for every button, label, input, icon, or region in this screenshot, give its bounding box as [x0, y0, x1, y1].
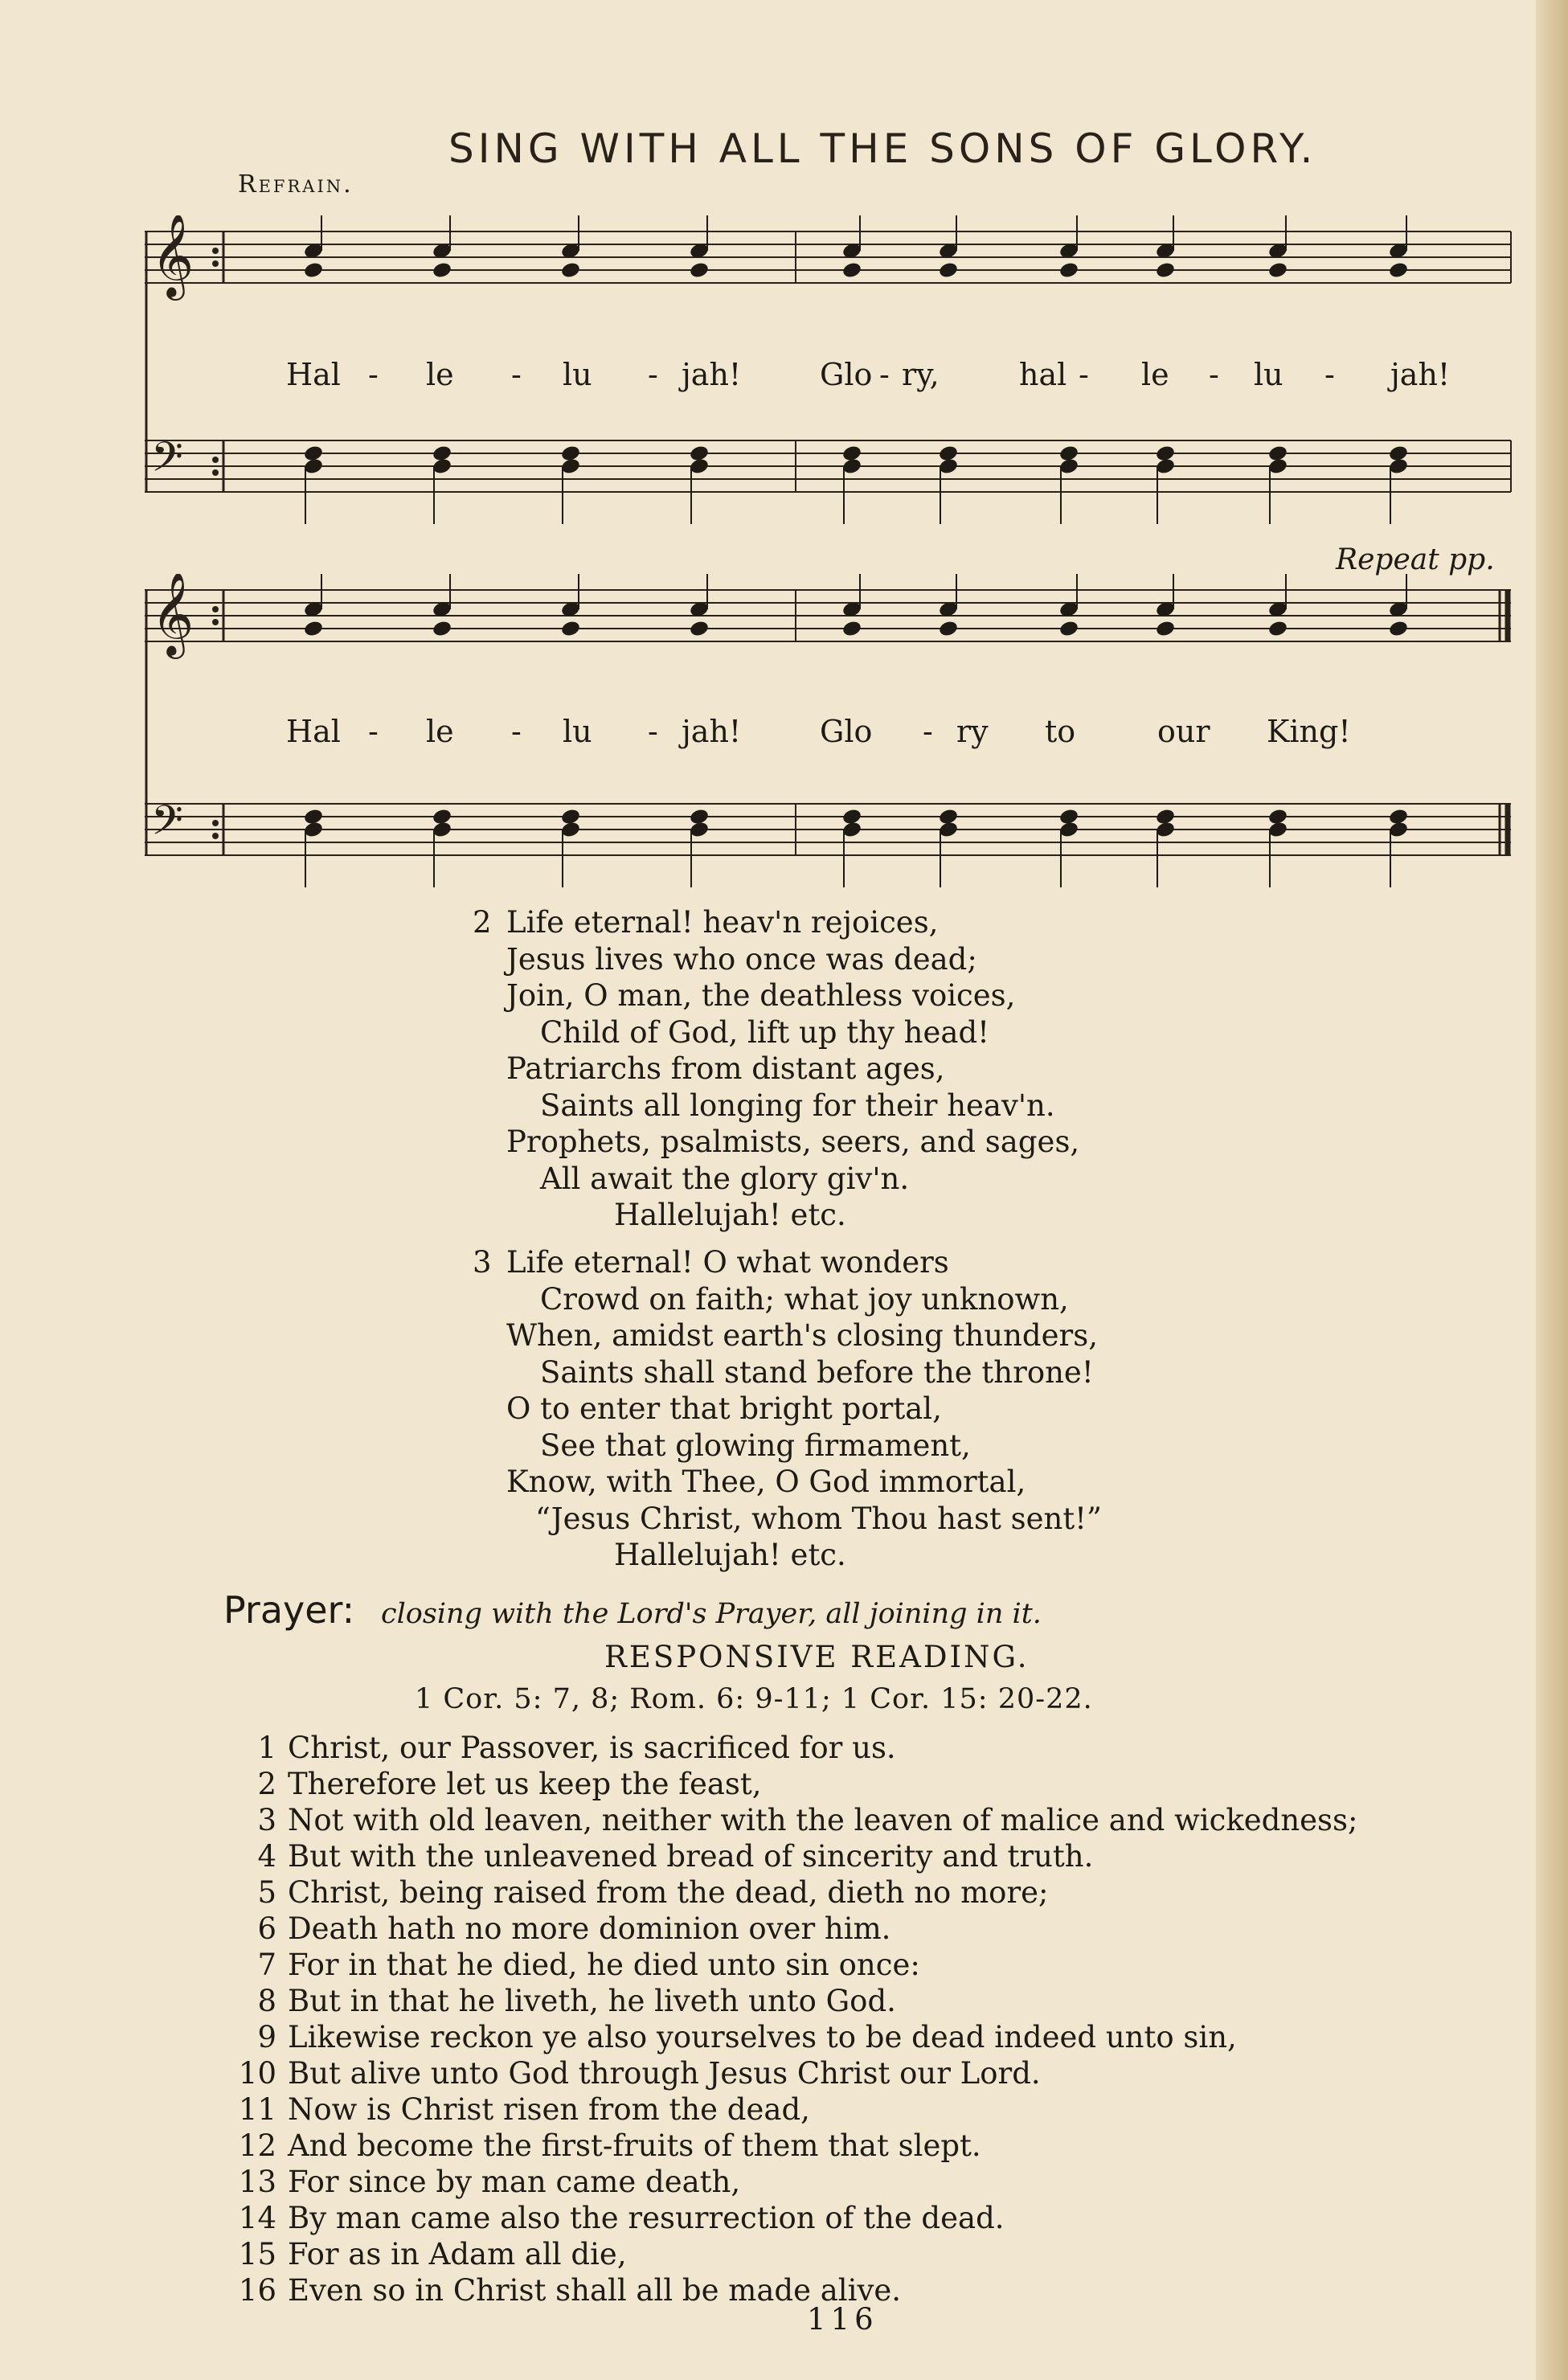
lyric-hyphen: -: [368, 714, 379, 749]
lyric-syllable: ry,: [902, 357, 940, 392]
note-head: [303, 261, 324, 280]
lyric-hyphen: -: [648, 357, 658, 392]
reading-line-text: Even so in Christ shall all be made alive.: [288, 2273, 902, 2308]
verse-line: When, amidst earth's closing thunders,: [506, 1318, 1098, 1353]
reading-line-text: Christ, our Passover, is sacrificed for us.: [288, 1731, 896, 1765]
verse-line: Saints all longing for their heav'n.: [540, 1088, 1055, 1123]
verse-line: Jesus lives who once was dead;: [506, 941, 977, 977]
note-head: [1267, 261, 1288, 280]
note-head: [689, 261, 710, 280]
lyric-syllable: Hal: [286, 714, 341, 749]
verse-line: 3 Life eternal! O what wonders: [473, 1245, 949, 1280]
verse-refrain-line: Hallelujah! etc.: [614, 1198, 846, 1232]
lyric-syllable: ry: [956, 714, 989, 749]
reading-line-text: Now is Christ risen from the dead,: [288, 2092, 810, 2127]
reading-line-number: 13: [238, 2165, 276, 2199]
reading-line-text: Likewise reckon ye also yourselves to be dead indeed unto sin,: [288, 2020, 1237, 2054]
repeat-dot: [212, 833, 219, 839]
reading-line-text: But with the unleavened bread of sincerity and truth.: [288, 1839, 1094, 1874]
reading-line: [223, 2128, 1358, 2164]
lyric-syllable: King!: [1267, 714, 1351, 749]
lyric-hyphen: -: [511, 357, 522, 392]
reading-line: [223, 2055, 1358, 2091]
reading-line-number: 4: [257, 1839, 276, 1874]
lyric-syllable: hal: [1019, 357, 1067, 392]
reading-line: [223, 1838, 1358, 1874]
lyric-syllable: jah!: [1390, 357, 1451, 392]
reading-line: [223, 2272, 1358, 2308]
repeat-dot: [212, 260, 219, 267]
verse-line: Prophets, psalmists, seers, and sages,: [506, 1124, 1080, 1159]
reading-line-text: By man came also the resurrection of the dead.: [288, 2201, 1005, 2235]
reading-line-number: 5: [257, 1875, 276, 1910]
lyric-syllable: Hal: [286, 357, 341, 392]
lyric-syllable: lu: [563, 357, 592, 392]
verse-line: “Jesus Christ, whom Thou hast sent!”: [535, 1501, 1102, 1536]
verse-line: O to enter that bright portal,: [506, 1391, 942, 1426]
lyric-syllable: jah!: [682, 714, 742, 749]
lyric-hyphen: -: [368, 357, 379, 392]
verse-number: 2: [473, 905, 492, 940]
reading-line-number: 8: [257, 1984, 276, 2018]
note-head: [432, 620, 452, 638]
lyric-syllable: to: [1045, 714, 1076, 749]
reading-line-text: For as in Adam all die,: [288, 2237, 627, 2271]
reading-line-number: 3: [257, 1803, 276, 1837]
scripture-reference: 1 Cor. 5: 7, 8; Rom. 6: 9-11; 1 Cor. 15: 20-22.: [415, 1683, 1093, 1715]
reading-line-text: Therefore let us keep the feast,: [288, 1767, 762, 1801]
note-head: [303, 620, 324, 638]
note-head: [841, 620, 862, 638]
reading-line: [223, 2091, 1358, 2128]
note-head: [432, 261, 452, 280]
lyric-syllable: le: [426, 357, 454, 392]
note-head: [1267, 620, 1288, 638]
reading-line: [223, 1766, 1358, 1802]
repeat-dot: [212, 469, 219, 476]
repeat-dot: [212, 820, 219, 826]
reading-line: [223, 1983, 1358, 2019]
reading-line-number: 11: [238, 2092, 276, 2127]
reading-line-text: Death hath no more dominion over him.: [288, 1911, 891, 1946]
reading-line-text: But alive unto God through Jesus Christ our Lord.: [288, 2056, 1041, 2091]
reading-line-text: And become the first-fruits of them that slept.: [288, 2128, 981, 2163]
reading-line: [223, 1947, 1358, 1983]
repeat-dot: [212, 248, 219, 254]
note-head: [689, 620, 710, 638]
page-edge: [1536, 0, 1568, 2380]
reading-line-number: 9: [257, 2020, 276, 2054]
verse-line: Join, O man, the deathless voices,: [506, 978, 1016, 1013]
reading-line-text: Not with old leaven, neither with the leaven of malice and wickedness;: [288, 1803, 1358, 1837]
verse-2: [473, 904, 1079, 1234]
reading-line-number: 12: [238, 2128, 276, 2163]
lyric-syllable: lu: [563, 714, 592, 749]
reading-line-number: 1: [257, 1731, 276, 1765]
lyric-hyphen: -: [1079, 357, 1089, 392]
reading-line: [223, 2200, 1358, 2236]
reading-line: [223, 2164, 1358, 2200]
lyric-syllable: le: [1141, 357, 1169, 392]
repeat-label: Repeat pp.: [1336, 543, 1495, 576]
prayer-label: Prayer:: [223, 1588, 355, 1632]
responsive-reading-list: [223, 1730, 1358, 2308]
prayer-instruction: closing with the Lord's Prayer, all joining in it.: [381, 1598, 1042, 1630]
note-head: [841, 261, 862, 280]
verse-number: 3: [473, 1245, 492, 1280]
note-head: [938, 261, 959, 280]
reading-line-number: 7: [257, 1948, 276, 1982]
hymn-title: SING WITH ALL THE SONS OF GLORY.: [448, 125, 1317, 172]
verse-3: [473, 1244, 1102, 1574]
reading-line-text: For in that he died, he died unto sin once:: [288, 1948, 920, 1982]
reading-line-number: 10: [238, 2056, 276, 2091]
reading-line: [223, 1911, 1358, 1947]
verse-line: Know, with Thee, O God immortal,: [506, 1464, 1026, 1499]
lyric-syllable: jah!: [682, 357, 742, 392]
repeat-dot: [212, 606, 219, 612]
note-head: [1058, 261, 1079, 280]
lyric-hyphen: -: [879, 357, 890, 392]
reading-line-number: 14: [238, 2201, 276, 2235]
reading-line-text: For since by man came death,: [288, 2165, 741, 2199]
reading-line-number: 15: [238, 2237, 276, 2271]
reading-line: [223, 1802, 1358, 1838]
reading-line-text: But in that he liveth, he liveth unto God.: [288, 1984, 896, 2018]
reading-line: [223, 2236, 1358, 2272]
refrain-label: Refrain.: [238, 170, 354, 199]
note-head: [1388, 261, 1409, 280]
responsive-reading-heading: RESPONSIVE READING.: [604, 1640, 1030, 1674]
note-head: [1155, 620, 1176, 638]
bass-clef-icon: 𝄢: [151, 432, 183, 491]
treble-clef-icon: 𝄞: [151, 215, 194, 297]
note-head: [938, 620, 959, 638]
note-head: [560, 620, 581, 638]
reading-line: [223, 2019, 1358, 2055]
reading-line-number: 6: [257, 1911, 276, 1946]
reading-line: [223, 1730, 1358, 1766]
verse-line: All await the glory giv'n.: [540, 1161, 910, 1196]
reading-line-number: 2: [257, 1767, 276, 1801]
verse-line: See that glowing firmament,: [540, 1428, 971, 1463]
lyric-hyphen: -: [1209, 357, 1219, 392]
lyric-hyphen: -: [1324, 357, 1335, 392]
verse-line: Saints shall stand before the throne!: [540, 1354, 1094, 1390]
lyric-hyphen: -: [648, 714, 658, 749]
verse-line: Crowd on faith; what joy unknown,: [540, 1281, 1069, 1317]
lyric-syllable: lu: [1254, 357, 1283, 392]
reading-line: [223, 1874, 1358, 1911]
treble-clef-icon: 𝄞: [151, 574, 194, 656]
verse-line: 2 Life eternal! heav'n rejoices,: [473, 905, 939, 940]
note-head: [1388, 620, 1409, 638]
verse-line: Child of God, lift up thy head!: [540, 1014, 989, 1050]
note-head: [1155, 261, 1176, 280]
verse-line: Patriarchs from distant ages,: [506, 1051, 945, 1086]
bass-clef-icon: 𝄢: [151, 796, 183, 854]
note-head: [560, 261, 581, 280]
lyric-syllable: le: [426, 714, 454, 749]
lyric-syllable: Glo: [820, 357, 873, 392]
repeat-dot: [212, 457, 219, 463]
lyric-syllable: Glo: [820, 714, 873, 749]
reading-line-number: 16: [238, 2273, 276, 2308]
reading-line-text: Christ, being raised from the dead, dieth no more;: [288, 1875, 1049, 1910]
lyric-hyphen: -: [923, 714, 933, 749]
lyric-syllable: our: [1157, 714, 1210, 749]
repeat-dot: [212, 619, 219, 625]
verse-refrain-line: Hallelujah! etc.: [614, 1538, 846, 1572]
note-head: [1058, 620, 1079, 638]
page-number: 116: [807, 2302, 878, 2337]
lyric-hyphen: -: [511, 714, 522, 749]
